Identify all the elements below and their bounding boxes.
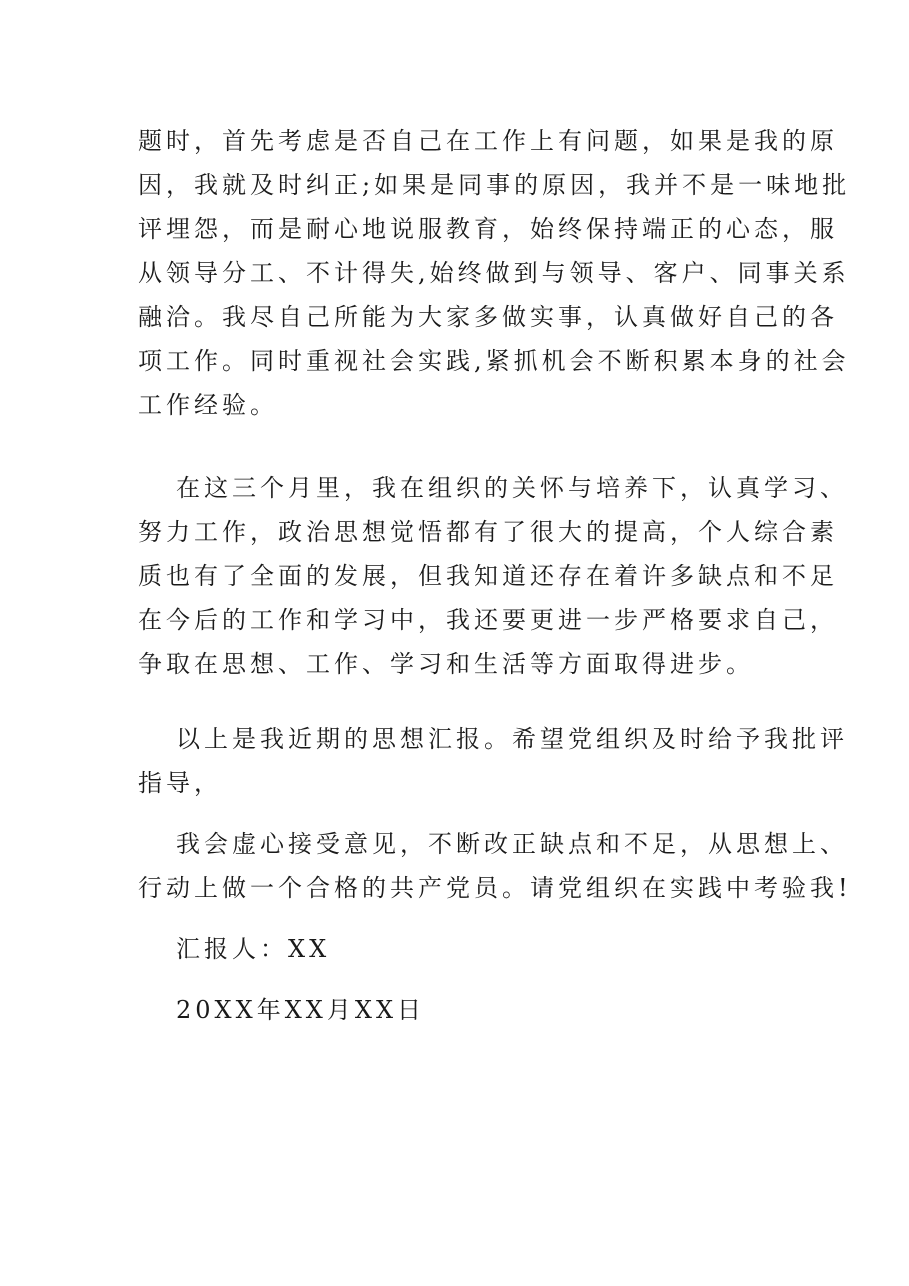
text-line: 工作经验。 xyxy=(138,391,278,419)
text-line: 行动上做一个合格的共产党员。请党组织在实践中考验我! xyxy=(138,874,852,902)
text-line: 以上是我近期的思想汇报。希望党组织及时给予我批评 xyxy=(176,725,848,753)
text-line: 质也有了全面的发展，但我知道还存在着许多缺点和不足 xyxy=(138,562,838,590)
text-line: 项工作。同时重视社会实践,紧抓机会不断积累本身的社会 xyxy=(138,347,850,375)
text-line: 从领导分工、不计得失,始终做到与领导、客户、同事关系 xyxy=(138,259,850,287)
text-line: 我会虚心接受意见，不断改正缺点和不足，从思想上、 xyxy=(176,830,848,858)
text-line: 因，我就及时纠正;如果是同事的原因，我并不是一味地批 xyxy=(138,171,851,199)
reporter-label: 汇报人：XX xyxy=(176,935,331,963)
report-date: 20XX年XX月XX日 xyxy=(176,996,426,1024)
paragraph-work-attitude xyxy=(138,119,851,427)
signature-reporter xyxy=(138,927,778,971)
text-line: 努力工作，政治思想觉悟都有了很大的提高，个人综合素 xyxy=(138,518,838,546)
text-line: 争取在思想、工作、学习和生活等方面取得进步。 xyxy=(138,650,754,678)
text-line: 在这三个月里，我在组织的关怀与培养下，认真学习、 xyxy=(176,474,848,502)
text-line: 评埋怨，而是耐心地说服教育，始终保持端正的心态，服 xyxy=(138,215,838,243)
paragraph-commitment xyxy=(138,822,852,910)
text-line: 融洽。我尽自己所能为大家多做实事，认真做好自己的各 xyxy=(138,303,838,331)
paragraph-report-request xyxy=(138,717,848,805)
signature-date xyxy=(138,988,778,1032)
paragraph-three-months xyxy=(138,466,848,686)
text-line: 指导， xyxy=(138,769,222,797)
text-line: 在今后的工作和学习中，我还要更进一步严格要求自己， xyxy=(138,606,838,634)
text-line: 题时，首先考虑是否自己在工作上有问题，如果是我的原 xyxy=(138,127,838,155)
